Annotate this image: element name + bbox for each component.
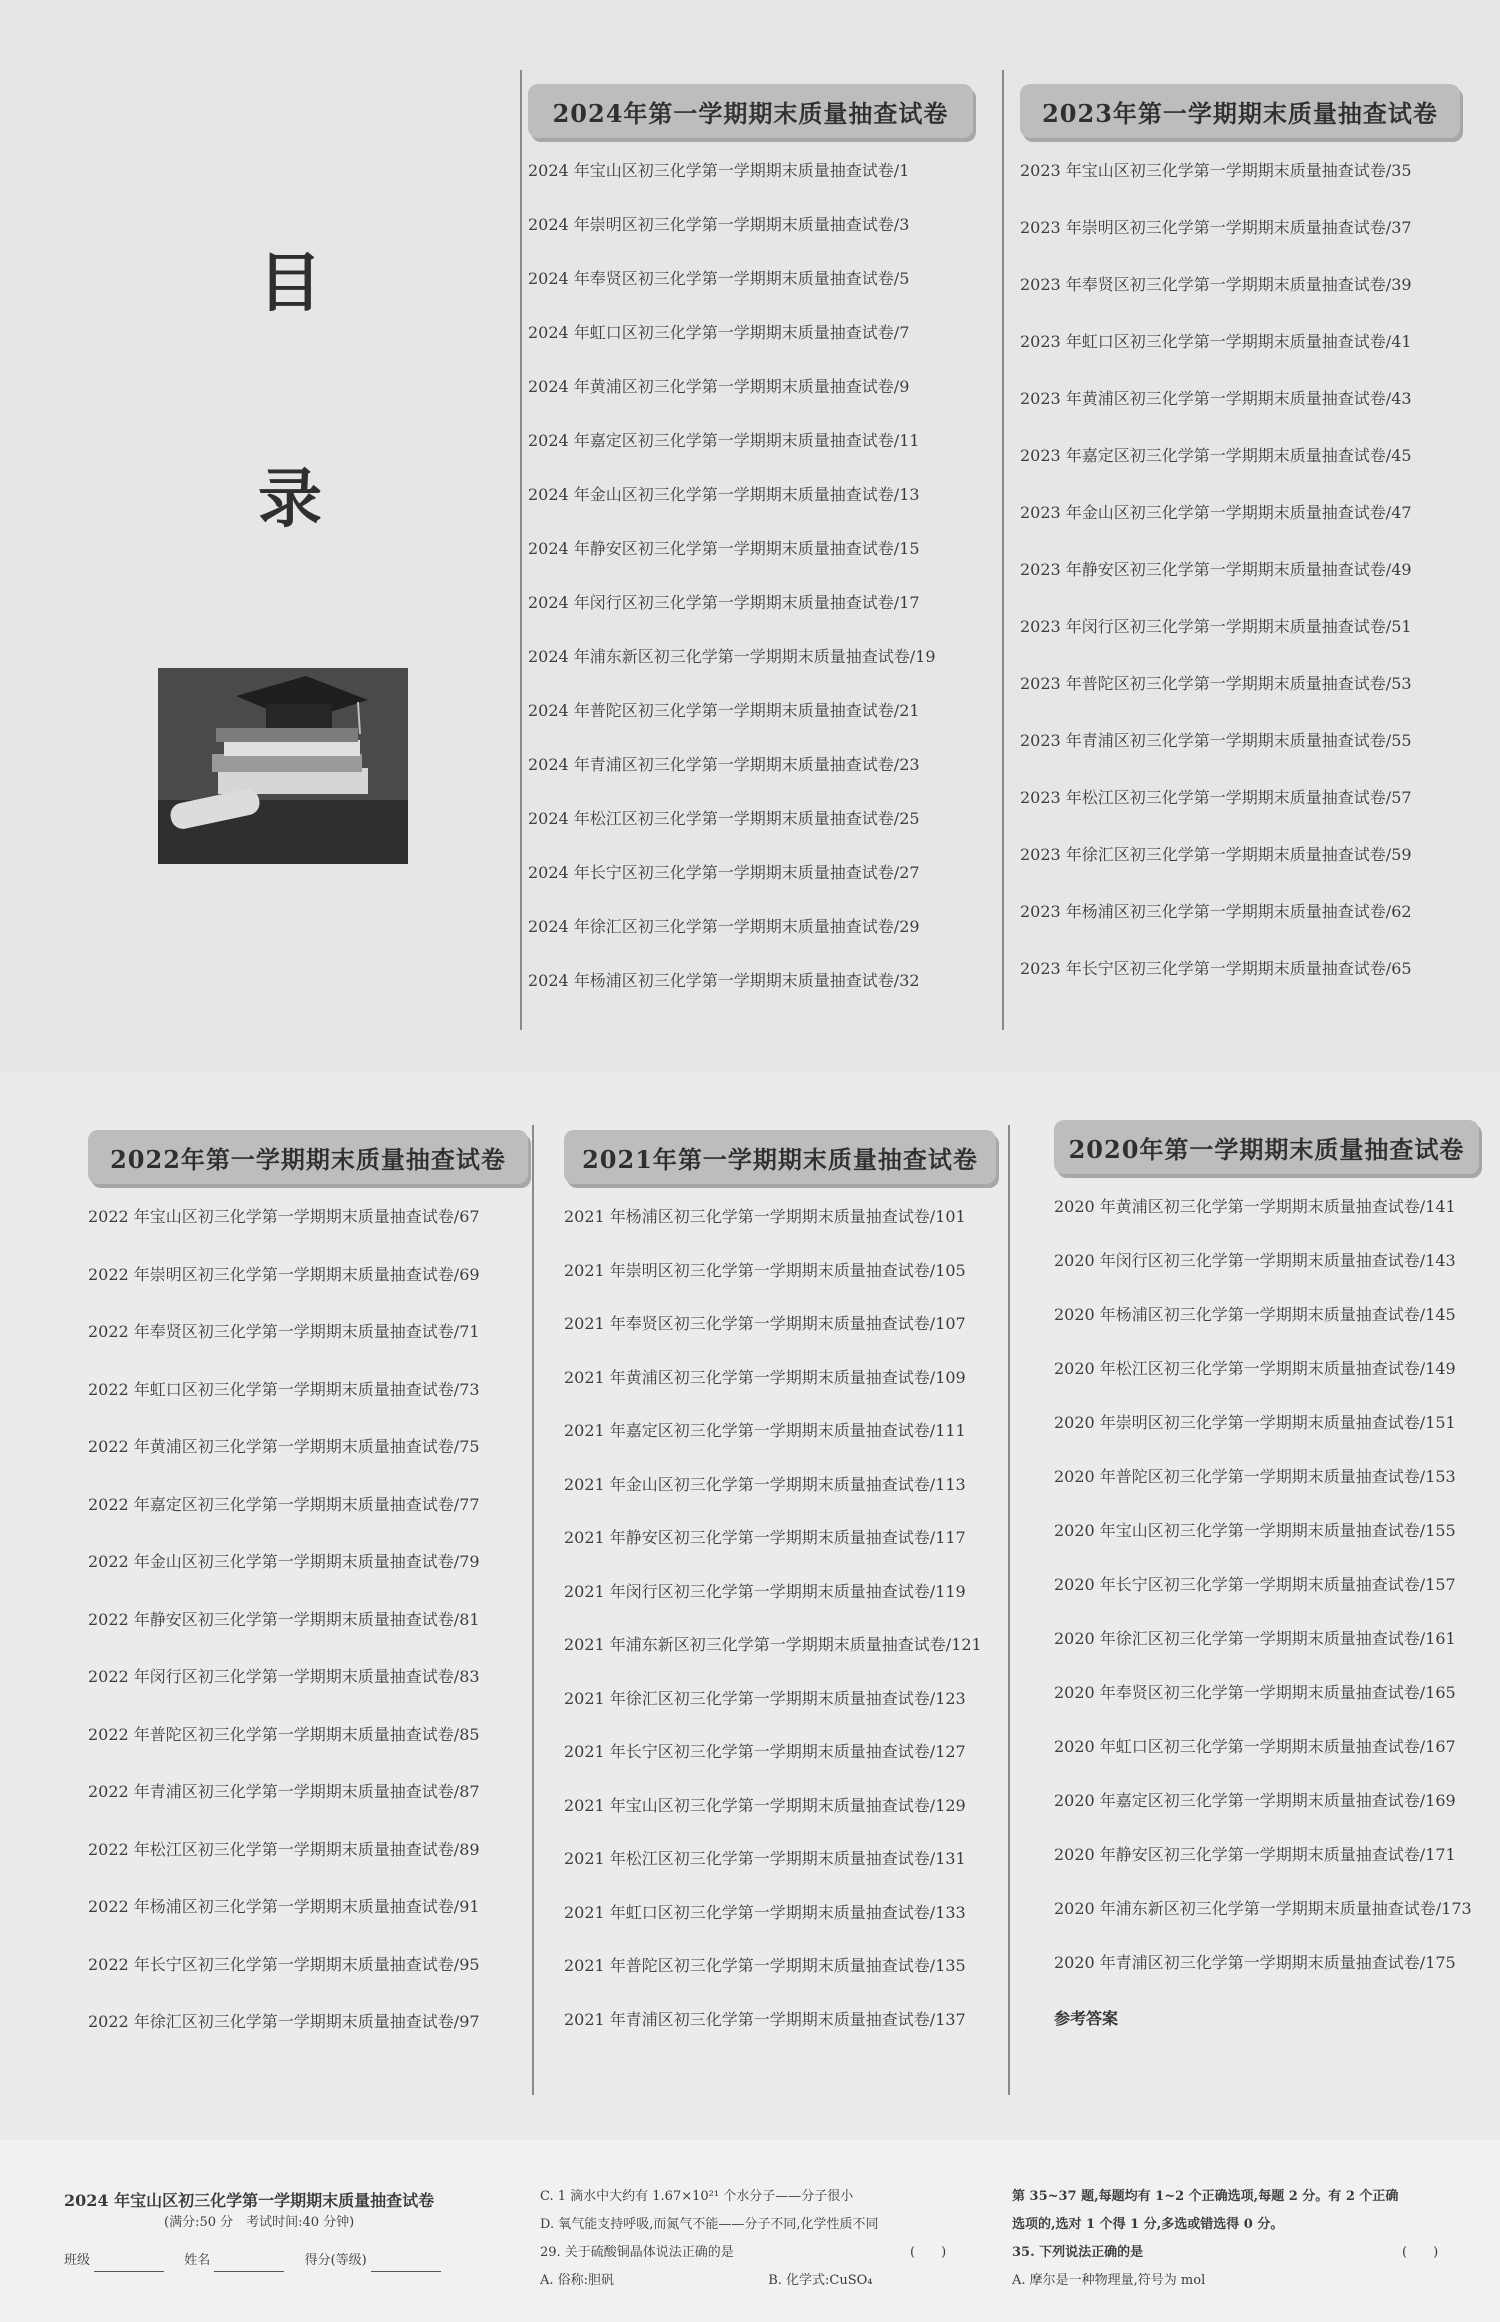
toc-entry: 2024 年奉贤区初三化学第一学期期末质量抽查试卷/5: [528, 269, 910, 288]
toc-entry: 2020 年虹口区初三化学第一学期期末质量抽查试卷/167: [1054, 1737, 1456, 1756]
toc-2021-heading: 2021年第一学期期末质量抽查试卷: [564, 1130, 996, 1184]
toc-entry: 2023 年青浦区初三化学第一学期期末质量抽查试卷/55: [1020, 731, 1412, 750]
class-label: 班级: [64, 2253, 91, 2268]
toc-entry: 2024 年杨浦区初三化学第一学期期末质量抽查试卷/32: [528, 971, 920, 990]
toc-entry: 2021 年金山区初三化学第一学期期末质量抽查试卷/113: [564, 1474, 966, 1494]
name-blank: [214, 2257, 284, 2272]
toc-entry: 2023 年普陀区初三化学第一学期期末质量抽查试卷/53: [1020, 674, 1412, 693]
toc-entry: 2022 年闵行区初三化学第一学期期末质量抽查试卷/83: [88, 1667, 480, 1686]
grade-label: 得分(等级): [304, 2253, 367, 2268]
paper-right-line: 选项的,选对 1 个得 1 分,多选或错选得 0 分。: [1012, 2217, 1284, 2232]
toc-entry: 2022 年青浦区初三化学第一学期期末质量抽查试卷/87: [88, 1782, 480, 1801]
toc-entry: 2021 年静安区初三化学第一学期期末质量抽查试卷/117: [564, 1528, 966, 1547]
toc-entry: 2023 年杨浦区初三化学第一学期期末质量抽查试卷/62: [1020, 902, 1412, 921]
column-divider: [532, 1125, 534, 2095]
answer-paren: ( ): [1402, 2245, 1439, 2260]
toc-entry: 2022 年静安区初三化学第一学期期末质量抽查试卷/81: [88, 1609, 480, 1629]
paper-score-info: (满分:50 分 考试时间:40 分钟): [164, 2215, 355, 2230]
toc-entry: 2020 年普陀区初三化学第一学期期末质量抽查试卷/153: [1054, 1467, 1456, 1486]
toc-entry: 2023 年虹口区初三化学第一学期期末质量抽查试卷/41: [1020, 332, 1412, 351]
toc-entry: 2020 年奉贤区初三化学第一学期期末质量抽查试卷/165: [1054, 1683, 1456, 1702]
paper-mid-question: [540, 2242, 980, 2264]
toc-entry: 2022 年金山区初三化学第一学期期末质量抽查试卷/79: [88, 1552, 480, 1571]
toc-2022-column: [88, 1130, 528, 2069]
toc-entry: 2020 年黄浦区初三化学第一学期期末质量抽查试卷/141: [1054, 1197, 1456, 1216]
toc-entry: 2020 年宝山区初三化学第一学期期末质量抽查试卷/155: [1054, 1521, 1456, 1540]
toc-entry: 2024 年嘉定区初三化学第一学期期末质量抽查试卷/11: [528, 431, 920, 450]
toc-entry: 2022 年杨浦区初三化学第一学期期末质量抽查试卷/91: [88, 1897, 480, 1916]
toc-entry: 2024 年长宁区初三化学第一学期期末质量抽查试卷/27: [528, 863, 920, 882]
toc-entry: 2020 年闵行区初三化学第一学期期末质量抽查试卷/143: [1054, 1251, 1456, 1270]
paper-mid-line: C. 1 滴水中大约有 1.67×10²¹ 个水分子——分子很小: [540, 2189, 854, 2204]
toc-entry: 2021 年崇明区初三化学第一学期期末质量抽查试卷/105: [564, 1260, 966, 1280]
toc-entry: 2020 年青浦区初三化学第一学期期末质量抽查试卷/175: [1054, 1953, 1456, 1972]
toc-entry: 2021 年普陀区初三化学第一学期期末质量抽查试卷/135: [564, 1956, 966, 1975]
answer-paren: ( ): [910, 2245, 947, 2260]
toc-entry: 2024 年黄浦区初三化学第一学期期末质量抽查试卷/9: [528, 377, 910, 396]
question-35: [1012, 2242, 1472, 2264]
column-divider: [520, 70, 522, 1030]
paper-middle-block: [540, 2186, 980, 2292]
toc-entry: 2024 年浦东新区初三化学第一学期期末质量抽查试卷/19: [528, 647, 936, 666]
toc-entry: 2024 年闵行区初三化学第一学期期末质量抽查试卷/17: [528, 593, 920, 612]
reference-answers-label: 参考答案: [1054, 2009, 1119, 2028]
toc-2024-heading: 2024年第一学期期末质量抽查试卷: [528, 84, 973, 138]
toc-entry: 2024 年宝山区初三化学第一学期期末质量抽查试卷/1: [528, 161, 910, 180]
toc-entry: 2022 年松江区初三化学第一学期期末质量抽查试卷/89: [88, 1839, 480, 1859]
toc-entry: 2023 年崇明区初三化学第一学期期末质量抽查试卷/37: [1020, 218, 1412, 237]
toc-entry: 2024 年青浦区初三化学第一学期期末质量抽查试卷/23: [528, 755, 920, 774]
toc-2024-column: [528, 84, 973, 1024]
toc-entry: 2023 年闵行区初三化学第一学期期末质量抽查试卷/51: [1020, 617, 1412, 636]
mulu-char-2: 录: [258, 462, 322, 537]
question-29-text: 29. 关于硫酸铜晶体说法正确的是: [540, 2245, 734, 2260]
toc-entry: 2021 年松江区初三化学第一学期期末质量抽查试卷/131: [564, 1849, 966, 1868]
toc-entry: 2022 年嘉定区初三化学第一学期期末质量抽查试卷/77: [88, 1494, 480, 1514]
toc-entry: 2020 年杨浦区初三化学第一学期期末质量抽查试卷/145: [1054, 1305, 1456, 1324]
toc-entry: 2023 年黄浦区初三化学第一学期期末质量抽查试卷/43: [1020, 389, 1412, 408]
toc-entry: 2020 年长宁区初三化学第一学期期末质量抽查试卷/157: [1054, 1575, 1456, 1594]
toc-entry: 2021 年宝山区初三化学第一学期期末质量抽查试卷/129: [564, 1795, 966, 1815]
toc-entry: 2020 年静安区初三化学第一学期期末质量抽查试卷/171: [1054, 1845, 1456, 1864]
paper-left-block: [64, 2190, 441, 2272]
toc-entry: 2024 年虹口区初三化学第一学期期末质量抽查试卷/7: [528, 323, 910, 342]
toc-entry: 2020 年徐汇区初三化学第一学期期末质量抽查试卷/161: [1054, 1629, 1456, 1648]
name-label: 姓名: [184, 2253, 211, 2268]
toc-entry: 2023 年宝山区初三化学第一学期期末质量抽查试卷/35: [1020, 161, 1412, 180]
paper-mid-line: D. 氧气能支持呼吸,而氮气不能——分子不同,化学性质不同: [540, 2217, 879, 2232]
toc-2023-column: [1020, 84, 1460, 1015]
option-a: A. 俗称:胆矾: [540, 2273, 615, 2288]
toc-entry: 2022 年长宁区初三化学第一学期期末质量抽查试卷/95: [88, 1954, 480, 1974]
toc-entry: 2020 年嘉定区初三化学第一学期期末质量抽查试卷/169: [1054, 1791, 1456, 1810]
toc-entry: 2021 年浦东新区初三化学第一学期期末质量抽查试卷/121: [564, 1635, 982, 1654]
toc-2023-heading: 2023年第一学期期末质量抽查试卷: [1020, 84, 1460, 138]
toc-entry: 2021 年虹口区初三化学第一学期期末质量抽查试卷/133: [564, 1902, 966, 1922]
toc-entry: 2023 年徐汇区初三化学第一学期期末质量抽查试卷/59: [1020, 845, 1412, 864]
toc-entry: 2021 年长宁区初三化学第一学期期末质量抽查试卷/127: [564, 1742, 966, 1761]
paper-mid-options: [540, 2270, 980, 2292]
graduation-cap-icon: [158, 668, 408, 864]
toc-2022-list: [88, 1206, 528, 2033]
question-35-text: 35. 下列说法正确的是: [1012, 2245, 1144, 2260]
toc-2020-heading: 2020年第一学期期末质量抽查试卷: [1054, 1120, 1479, 1174]
toc-entry: 2023 年松江区初三化学第一学期期末质量抽查试卷/57: [1020, 788, 1412, 807]
class-blank: [94, 2257, 164, 2272]
toc-entry: 2023 年嘉定区初三化学第一学期期末质量抽查试卷/45: [1020, 446, 1412, 465]
toc-entry: 2024 年金山区初三化学第一学期期末质量抽查试卷/13: [528, 485, 920, 504]
toc-entry: 2023 年奉贤区初三化学第一学期期末质量抽查试卷/39: [1020, 275, 1412, 294]
column-divider: [1008, 1125, 1010, 2095]
toc-entry: 2022 年宝山区初三化学第一学期期末质量抽查试卷/67: [88, 1207, 480, 1226]
toc-entry: 2022 年普陀区初三化学第一学期期末质量抽查试卷/85: [88, 1724, 480, 1744]
toc-entry: 2024 年徐汇区初三化学第一学期期末质量抽查试卷/29: [528, 917, 920, 936]
toc-2021-list: [564, 1206, 996, 2031]
toc-entry: 2024 年松江区初三化学第一学期期末质量抽查试卷/25: [528, 809, 920, 828]
toc-2023-list: [1020, 160, 1460, 980]
paper-right-line: 第 35~37 题,每题均有 1~2 个正确选项,每题 2 分。有 2 个正确: [1012, 2189, 1399, 2204]
toc-entry: 2021 年嘉定区初三化学第一学期期末质量抽查试卷/111: [564, 1421, 966, 1440]
paper-info-line: [64, 2250, 441, 2272]
toc-entry: 2022 年徐汇区初三化学第一学期期末质量抽查试卷/97: [88, 2012, 480, 2031]
toc-entry: 2021 年闵行区初三化学第一学期期末质量抽查试卷/119: [564, 1581, 966, 1601]
toc-entry: 2021 年徐汇区初三化学第一学期期末质量抽查试卷/123: [564, 1688, 966, 1708]
paper-title: 2024 年宝山区初三化学第一学期期末质量抽查试卷: [64, 2191, 435, 2210]
toc-entry: 2022 年黄浦区初三化学第一学期期末质量抽查试卷/75: [88, 1437, 480, 1456]
toc-entry: 2024 年静安区初三化学第一学期期末质量抽查试卷/15: [528, 539, 920, 558]
toc-entry: 2023 年金山区初三化学第一学期期末质量抽查试卷/47: [1020, 503, 1412, 522]
mulu-char-1: 目: [258, 246, 322, 321]
grade-blank: [371, 2257, 441, 2272]
column-divider: [1002, 70, 1004, 1030]
paper-right-block: [1012, 2186, 1472, 2292]
toc-2022-heading: 2022年第一学期期末质量抽查试卷: [88, 1130, 528, 1184]
toc-2020-list: [1054, 1196, 1479, 1974]
toc-entry: 2021 年黄浦区初三化学第一学期期末质量抽查试卷/109: [564, 1367, 966, 1387]
toc-entry: 2023 年长宁区初三化学第一学期期末质量抽查试卷/65: [1020, 959, 1412, 978]
toc-entry: 2024 年普陀区初三化学第一学期期末质量抽查试卷/21: [528, 701, 920, 720]
toc-entry: 2023 年静安区初三化学第一学期期末质量抽查试卷/49: [1020, 560, 1412, 579]
toc-entry: 2022 年崇明区初三化学第一学期期末质量抽查试卷/69: [88, 1264, 480, 1284]
paper-right-line: A. 摩尔是一种物理量,符号为 mol: [1012, 2273, 1206, 2288]
toc-entry: 2021 年青浦区初三化学第一学期期末质量抽查试卷/137: [564, 2009, 966, 2029]
toc-entry: 2022 年奉贤区初三化学第一学期期末质量抽查试卷/71: [88, 1322, 480, 1341]
option-b: B. 化学式:CuSO₄: [768, 2273, 873, 2288]
toc-2024-list: [528, 160, 973, 992]
toc-2021-column: [564, 1130, 996, 2062]
toc-entry: 2020 年崇明区初三化学第一学期期末质量抽查试卷/151: [1054, 1413, 1456, 1432]
toc-2020-column: [1054, 1120, 1479, 2029]
toc-entry: 2021 年奉贤区初三化学第一学期期末质量抽查试卷/107: [564, 1314, 966, 1333]
toc-entry: 2024 年崇明区初三化学第一学期期末质量抽查试卷/3: [528, 215, 910, 234]
toc-entry: 2020 年浦东新区初三化学第一学期期末质量抽查试卷/173: [1054, 1899, 1472, 1918]
toc-entry: 2020 年松江区初三化学第一学期期末质量抽查试卷/149: [1054, 1359, 1456, 1378]
toc-entry: 2022 年虹口区初三化学第一学期期末质量抽查试卷/73: [88, 1379, 480, 1399]
toc-entry: 2021 年杨浦区初三化学第一学期期末质量抽查试卷/101: [564, 1207, 966, 1226]
